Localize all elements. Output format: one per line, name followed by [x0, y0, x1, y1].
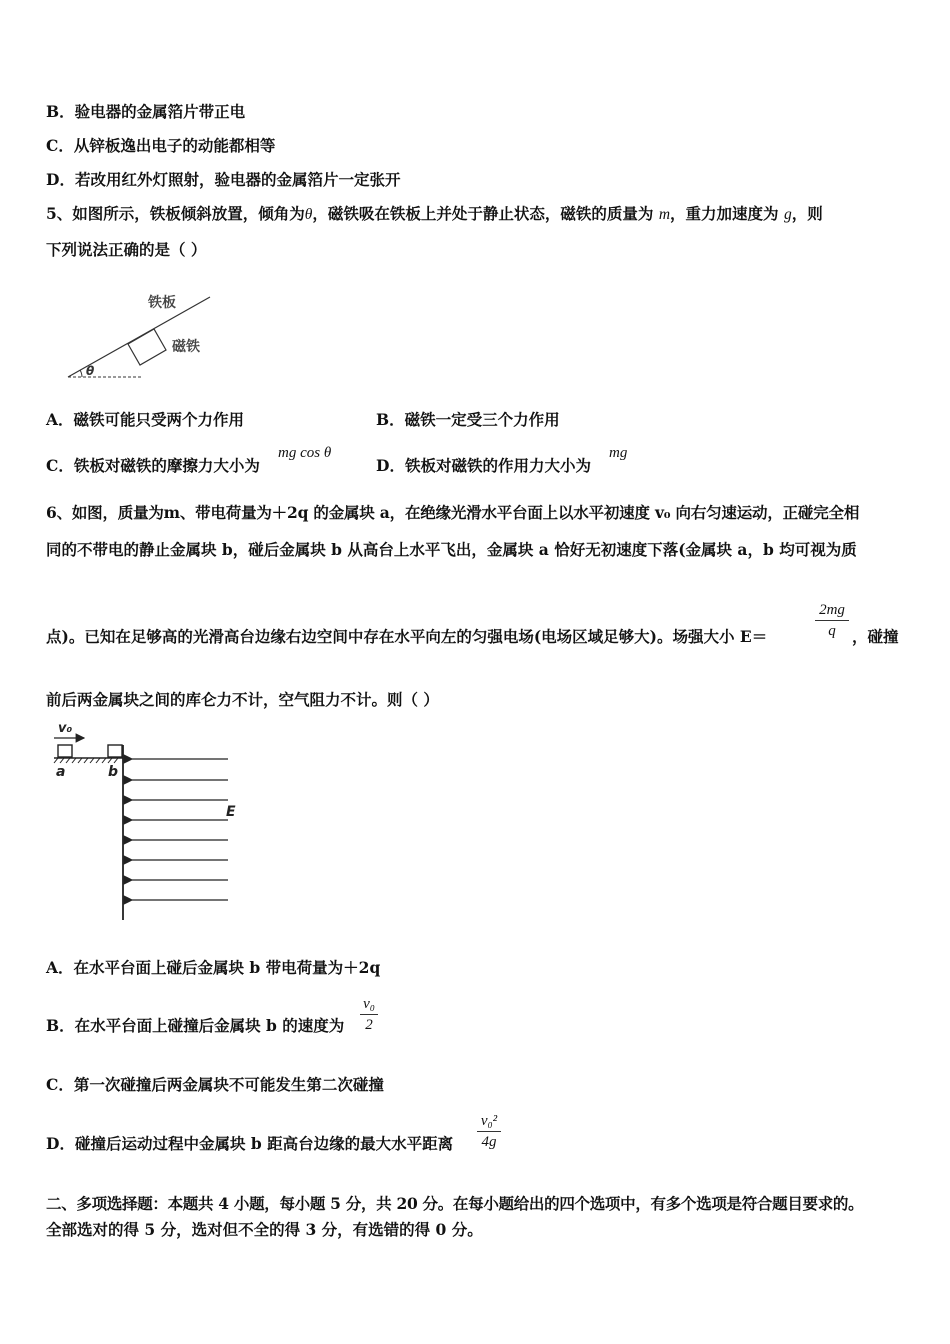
q6-option-c: C．第一次碰撞后两金属块不可能发生第二次碰撞 [46, 1075, 384, 1094]
field-label-E: E [226, 804, 236, 820]
q5-option-c-expression: mg cos θ [278, 445, 332, 461]
fraction-denominator: q [828, 623, 836, 639]
q5-option-b: B．磁铁一定受三个力作用 [376, 410, 560, 429]
angle-label: θ [86, 364, 95, 378]
block-a [58, 745, 72, 757]
section2-heading-line1: 二、多项选择题：本题共 4 小题，每小题 5 分，共 20 分。在每小题给出的四个选项中，有多个选项是符合题目要求的。 [46, 1194, 864, 1213]
q6-option-d-fraction [477, 1112, 501, 1151]
fraction-bar [360, 1014, 378, 1015]
fraction-denominator: 4g [481, 1134, 497, 1150]
fraction-numerator: v₀² [480, 1113, 498, 1129]
fraction-numerator: 2mg [819, 602, 845, 618]
q6-option-b-fraction [360, 995, 378, 1034]
q5-stem-line2: 下列说法正确的是（ ） [46, 240, 207, 259]
q6-stem-line3: 点)。已知在足够高的光滑高台边缘右边空间中存在水平向左的匀强电场(电场区域足够大)。场强大小 E＝ [46, 627, 768, 646]
fraction-numerator: v₀ [363, 996, 375, 1012]
q6-stem-line3-end: ，碰撞 [852, 627, 899, 646]
field-lines [132, 759, 228, 900]
q5-incline-figure [60, 285, 230, 385]
q5-option-c: C．铁板对磁铁的摩擦力大小为 [46, 456, 260, 475]
q6-option-b: B．在水平台面上碰撞后金属块 b 的速度为 [46, 1016, 345, 1035]
fraction-denominator: 2 [365, 1017, 373, 1033]
iron-plate-label: 铁板 [148, 295, 176, 311]
q5-option-a: A．磁铁可能只受两个力作用 [46, 410, 245, 429]
label-b: b [108, 764, 119, 780]
q5-stem-line1: 5、如图所示，铁板倾斜放置，倾角为θ，磁铁吸在铁板上并处于静止状态，磁铁的质量为 m，重力加速度为 g，则 [46, 204, 823, 223]
angle-arc [80, 370, 82, 377]
q5-option-d-expression: mg [609, 445, 628, 461]
q6-stem-line2: 同的不带电的静止金属块 b，碰后金属块 b 从高台上水平飞出，金属块 a 恰好无初速度下落(金属块 a，b 均可视为质 [46, 540, 857, 559]
section2-heading-line2: 全部选对的得 5 分，选对但不全的得 3 分，有选错的得 0 分。 [46, 1220, 483, 1239]
field-strength-fraction [815, 601, 849, 640]
fraction-bar [477, 1131, 501, 1132]
q6-option-d: D．碰撞后运动过程中金属块 b 距高台边缘的最大水平距离 [46, 1134, 454, 1153]
v0-label: v₀ [58, 721, 73, 736]
magnet-label: 磁铁 [172, 339, 200, 355]
q6-stem-line4: 前后两金属块之间的库仑力不计，空气阻力不计。则（ ） [46, 690, 439, 709]
block-b [108, 745, 122, 757]
fraction-bar [815, 620, 849, 621]
q6-platform-field-figure [50, 718, 250, 923]
q4-option-d: D．若改用红外灯照射，验电器的金属箔片一定张开 [46, 170, 401, 189]
q4-option-c: C．从锌板逸出电子的动能都相等 [46, 136, 276, 155]
q4-option-b: B．验电器的金属箔片带正电 [46, 102, 246, 121]
label-a: a [56, 764, 66, 780]
magnet-block [128, 329, 166, 365]
q6-option-a: A．在水平台面上碰后金属块 b 带电荷量为＋2q [46, 958, 381, 977]
q6-stem-line1: 6、如图，质量为m、带电荷量为＋2q 的金属块 a，在绝缘光滑水平台面上以水平初速度 v₀ 向右匀速运动，正碰完全相 [46, 503, 860, 522]
q5-option-d: D．铁板对磁铁的作用力大小为 [376, 456, 591, 475]
